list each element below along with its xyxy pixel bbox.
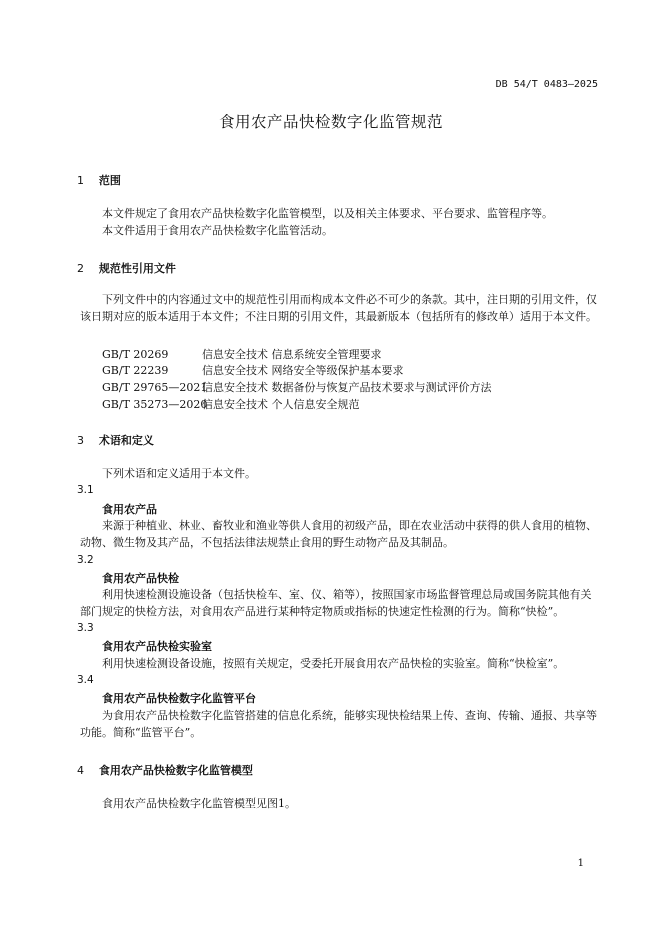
section-3-heading [77, 432, 154, 448]
section-title: 术语和定义 [98, 434, 154, 447]
reference-title: 信息安全技术 网络安全等级保护基本要求 [202, 364, 404, 377]
term-definition: 利用快速检测设施设备（包括快检车、室、仪、箱等），按照国家市场监督管理总局或国务院其他有关部门规定的快检方法，对食用农产品进行某种特定物质或指标的快速定性检测的行为。简称“快检”。 [80, 588, 592, 618]
section-number: 4 [77, 764, 84, 777]
term-name: 食用农产品快检数字化监管平台 [102, 692, 256, 705]
document-title: 食用农产品快检数字化监管规范 [218, 113, 443, 131]
section-3-paragraph-1: 下列术语和定义适用于本文件。 [102, 467, 256, 480]
term-name: 食用农产品 [102, 503, 157, 516]
term-number: 3.3 [77, 622, 94, 634]
term-definition: 利用快速检测设备设施，按照有关规定，受委托开展食用农产品快检的实验室。简称“快检室”。 [102, 657, 565, 670]
section-1-paragraph-1: 本文件规定了食用农产品快检数字化监管模型，以及相关主体要求、平台要求、监管程序等。 [102, 207, 553, 220]
section-2-heading [77, 260, 176, 276]
reference-item [102, 346, 382, 362]
term-name: 食用农产品快检 [102, 572, 179, 585]
section-4-heading [77, 762, 253, 778]
reference-title: 信息安全技术 个人信息安全规范 [202, 398, 360, 411]
document-code: DB 54/T 0483—2025 [495, 79, 598, 90]
reference-item [102, 362, 404, 378]
page-number: 1 [577, 858, 584, 869]
reference-item [102, 396, 360, 412]
reference-title: 信息安全技术 信息系统安全管理要求 [202, 348, 382, 361]
section-2-paragraph-1: 下列文件中的内容通过文中的规范性引用而构成本文件必不可少的条款。其中，注日期的引用文件，仅该日期对应的版本适用于本文件；不注日期的引用文件，其最新版本（包括所有的修改单）适用于本文件。 [80, 293, 597, 323]
term-definition: 来源于种植业、林业、畜牧业和渔业等供人食用的初级产品，即在农业活动中获得的供人食用的植物、动物、微生物及其产品，不包括法律法规禁止食用的野生动物产品及其制品。 [80, 519, 597, 549]
section-1-heading [77, 172, 121, 188]
reference-code: GB/T 35273—2020 [102, 398, 208, 411]
term-number: 3.1 [77, 484, 94, 496]
reference-title: 信息安全技术 数据备份与恢复产品技术要求与测试评价方法 [202, 381, 492, 394]
section-title: 食用农产品快检数字化监管模型 [98, 764, 253, 777]
term-number: 3.4 [77, 674, 94, 686]
section-number: 1 [77, 174, 84, 187]
reference-code: GB/T 20269 [102, 348, 169, 361]
section-1-paragraph-2: 本文件适用于食用农产品快检数字化监管活动。 [102, 224, 333, 237]
section-title: 范围 [98, 174, 121, 187]
term-number: 3.2 [77, 554, 94, 566]
term-definition: 为食用农产品快检数字化监管搭建的信息化系统，能够实现快检结果上传、查询、传输、通报、共享等功能。简称“监管平台”。 [80, 709, 597, 739]
reference-item [102, 379, 492, 395]
reference-code: GB/T 29765—2021 [102, 381, 208, 394]
section-title: 规范性引用文件 [98, 262, 176, 275]
section-number: 2 [77, 262, 84, 275]
reference-code: GB/T 22239 [102, 364, 169, 377]
term-name: 食用农产品快检实验室 [102, 640, 212, 653]
section-number: 3 [77, 434, 84, 447]
section-4-paragraph-1: 食用农产品快检数字化监管模型见图1。 [102, 797, 296, 810]
